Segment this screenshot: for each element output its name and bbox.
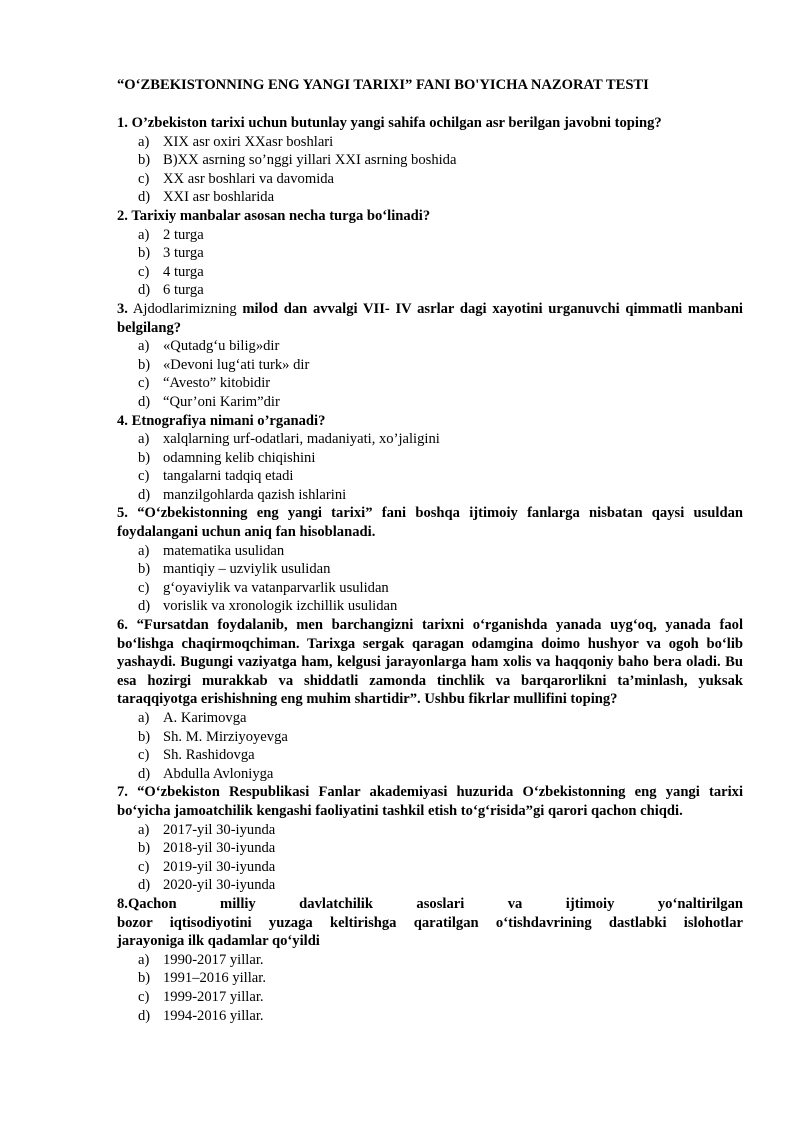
option-text: matematika usulidan — [163, 542, 285, 559]
option-text: XXI asr boshlarida — [163, 189, 275, 206]
answer-option[interactable] — [117, 151, 743, 170]
option-text: 1994-2016 yillar. — [163, 1007, 264, 1024]
option-letter: c) — [138, 468, 150, 485]
option-text: 3 turga — [163, 245, 204, 262]
option-letter: a) — [138, 431, 150, 448]
answer-options — [117, 542, 743, 616]
answer-option[interactable] — [117, 839, 743, 858]
option-letter: c) — [138, 263, 150, 280]
option-text: Abdulla Avloniyga — [163, 765, 274, 782]
option-text: 1990-2017 yillar. — [163, 951, 264, 968]
question-body: milod dan avvalgi VII- IV asrlar dagi xayotini urganuvchi qimmatli manbani belgilang? — [117, 300, 743, 336]
question-lead-in: Ajdodlarimizning — [127, 300, 243, 317]
option-letter: a) — [138, 951, 150, 968]
option-letter: b) — [138, 970, 151, 987]
question-text — [117, 300, 743, 337]
answer-options — [117, 430, 743, 504]
answer-option[interactable] — [117, 746, 743, 765]
answer-option[interactable] — [117, 337, 743, 356]
answer-option[interactable] — [117, 374, 743, 393]
answer-option[interactable] — [117, 486, 743, 505]
option-letter: b) — [138, 356, 151, 373]
option-letter: d) — [138, 1007, 151, 1024]
question-text: 4. Etnografiya nimani o’rganadi? — [117, 412, 326, 429]
option-text: 2017-yil 30-iyunda — [163, 821, 276, 838]
question-text-line: jarayoniga ilk qadamlar qo‘yildi — [117, 933, 320, 950]
answer-option[interactable] — [117, 969, 743, 988]
option-text: vorislik va xronologik izchillik usulidan — [163, 598, 398, 615]
option-text: 2 turga — [163, 226, 204, 243]
answer-option[interactable] — [117, 709, 743, 728]
answer-option[interactable] — [117, 765, 743, 784]
question-text: 2. Tarixiy manbalar asosan necha turga bo‘linadi? — [117, 207, 431, 224]
option-letter: d) — [138, 598, 151, 615]
question-list — [117, 114, 743, 1025]
question-text: 7. “O‘zbekiston Respublikasi Fanlar akademiyasi huzurida O‘zbekistonning eng yangi tarixi bo‘yicha jamoatchilik kengashi faoliyatini tashkil etish to‘g‘risida”gi qarori qachon chiqdi. — [117, 784, 743, 819]
question-8 — [117, 895, 743, 1025]
option-letter: a) — [138, 133, 150, 150]
option-text: xalqlarning urf-odatlari, madaniyati, xo’jaligini — [163, 431, 440, 448]
option-letter: a) — [138, 542, 150, 559]
answer-option[interactable] — [117, 244, 743, 263]
option-letter: a) — [138, 338, 150, 355]
question-2 — [117, 207, 743, 300]
option-text: manzilgohlarda qazish ishlarini — [163, 486, 347, 503]
option-text: 1991–2016 yillar. — [163, 970, 266, 987]
answer-option[interactable] — [117, 951, 743, 970]
answer-option[interactable] — [117, 188, 743, 207]
option-text: “Qur’oni Karim”dir — [163, 393, 280, 410]
option-text: 1999-2017 yillar. — [163, 988, 264, 1005]
option-text: g‘oyaviylik va vatanparvarlik usulidan — [163, 579, 389, 596]
option-letter: b) — [138, 152, 151, 169]
question-6 — [117, 616, 743, 783]
question-4 — [117, 412, 743, 505]
option-letter: d) — [138, 189, 151, 206]
answer-options — [117, 951, 743, 1025]
answer-option[interactable] — [117, 560, 743, 579]
answer-options — [117, 133, 743, 207]
question-text-line: bozor iqtisodiyotini yuzaga keltirishga qaratilgan o‘tishdavrining dastlabki islohotlar — [117, 914, 743, 931]
answer-option[interactable] — [117, 579, 743, 598]
question-3 — [117, 300, 743, 412]
option-letter: d) — [138, 282, 151, 299]
option-letter: c) — [138, 858, 150, 875]
option-letter: c) — [138, 747, 150, 764]
question-text-line: 8.Qachon milliy davlatchilik asoslari va ijtimoiy yo‘naltirilgan — [117, 895, 743, 912]
answer-option[interactable] — [117, 876, 743, 895]
option-letter: b) — [138, 840, 151, 857]
answer-option[interactable] — [117, 821, 743, 840]
option-letter: b) — [138, 449, 151, 466]
question-7 — [117, 783, 743, 895]
question-text: 1. O’zbekiston tarixi uchun butunlay yangi sahifa ochilgan asr berilgan javobni toping? — [117, 115, 662, 131]
answer-options — [117, 709, 743, 783]
option-text: 2019-yil 30-iyunda — [163, 858, 276, 875]
option-text: Sh. Rashidovga — [163, 747, 255, 764]
answer-options — [117, 821, 743, 895]
answer-option[interactable] — [117, 263, 743, 282]
answer-options — [117, 337, 743, 411]
option-letter: d) — [138, 765, 151, 782]
answer-option[interactable] — [117, 133, 743, 152]
answer-option[interactable] — [117, 430, 743, 449]
option-text: A. Karimovga — [163, 710, 247, 726]
option-letter: c) — [138, 375, 150, 392]
question-1 — [117, 114, 743, 207]
option-letter: b) — [138, 245, 151, 262]
option-letter: b) — [138, 728, 151, 745]
option-text: XX asr boshlari va davomida — [163, 170, 335, 187]
answer-options — [117, 226, 743, 300]
option-letter: d) — [138, 486, 151, 503]
page-title: “O‘ZBEKISTONNING ENG YANGI TARIXI” FANI BO'YICHA NAZORAT TESTI — [117, 77, 649, 93]
question-text: 5. “O‘zbekistonning eng yangi tarixi” fani boshqa ijtimoiy fanlarga nisbatan qaysi usuldan foydalangani uchun aniq fan hisoblanadi. — [117, 505, 743, 541]
option-text: 4 turga — [163, 263, 204, 280]
answer-option[interactable] — [117, 281, 743, 300]
option-letter: c) — [138, 579, 150, 596]
option-letter: a) — [138, 710, 150, 726]
option-text: «Devoni lug‘ati turk» dir — [163, 356, 310, 373]
answer-option[interactable] — [117, 226, 743, 245]
question-text: 6. “Fursatdan foydalanib, men barchangizni tarixni o‘rganishda yanada uyg‘oq, yanada faol bo‘lishga chaqirmoqchiman. Tarixga sergak qaragan odamgina doimo hushyor va ogoh bo‘lib yashaydi. Bugungi vaziyatga ham, kelgusi jarayonlarga ham xolis va haqqoniy baho bera oladi. Bu esa hozirgi murakkab va shiddatli zamonda tinchlik va barqarorlikni ta’minlash, yuksak taraqqiyotga erishishning eng muhim shartidir”. Ushbu fikrlar mullifini toping? — [117, 617, 743, 708]
option-text: mantiqiy – uzviylik usulidan — [163, 561, 331, 578]
option-letter: d) — [138, 877, 151, 894]
option-text: 2020-yil 30-iyunda — [163, 877, 276, 894]
answer-option[interactable] — [117, 449, 743, 468]
answer-option[interactable] — [117, 467, 743, 486]
option-text: “Avesto” kitobidir — [163, 375, 271, 392]
answer-option[interactable] — [117, 988, 743, 1007]
answer-option[interactable] — [117, 728, 743, 747]
answer-option[interactable] — [117, 393, 743, 412]
option-letter: c) — [138, 170, 150, 187]
option-text: «Qutadg‘u bilig»dir — [163, 338, 280, 355]
answer-option[interactable] — [117, 542, 743, 561]
answer-option[interactable] — [117, 858, 743, 877]
answer-option[interactable] — [117, 356, 743, 375]
option-text: B)XX asrning so’nggi yillari XXI asrning boshida — [163, 152, 457, 169]
answer-option[interactable] — [117, 597, 743, 616]
option-text: odamning kelib chiqishini — [163, 449, 316, 466]
option-letter: d) — [138, 393, 151, 410]
question-number: 3. — [117, 300, 128, 317]
option-text: 6 turga — [163, 282, 204, 299]
option-text: Sh. M. Mirziyoyevga — [163, 728, 288, 745]
option-text: tangalarni tadqiq etadi — [163, 468, 294, 485]
answer-option[interactable] — [117, 1007, 743, 1026]
option-letter: a) — [138, 226, 150, 243]
answer-option[interactable] — [117, 170, 743, 189]
option-text: 2018-yil 30-iyunda — [163, 840, 276, 857]
option-text: XIX asr oxiri XXasr boshlari — [163, 133, 334, 150]
option-letter: c) — [138, 988, 150, 1005]
question-5 — [117, 504, 743, 616]
option-letter: a) — [138, 821, 150, 838]
option-letter: b) — [138, 561, 151, 578]
